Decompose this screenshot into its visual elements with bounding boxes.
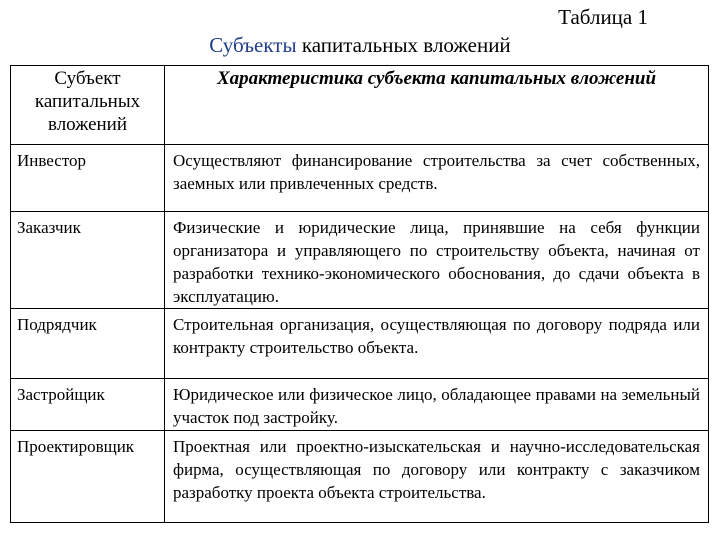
description-cell: Осуществляют финансирование строительства за счет собственных, заемных или привлеченных средств. bbox=[165, 145, 709, 212]
table-row bbox=[11, 431, 709, 523]
table-row bbox=[11, 212, 709, 309]
description-cell: Физические и юридические лица, принявшие на себя функции организатора и управляющего по строительству объекта, начиная от разработки технико-экономического обоснования, до сдачи объекта в эксплуатацию. bbox=[165, 212, 709, 309]
table-title-highlight: Субъекты bbox=[209, 33, 297, 57]
subject-cell: Инвестор bbox=[11, 145, 165, 212]
table-title-rest: капитальных вложений bbox=[296, 33, 511, 57]
table-row bbox=[11, 309, 709, 379]
header-subject: Субъект капитальных вложений bbox=[11, 66, 165, 145]
subject-cell: Заказчик bbox=[11, 212, 165, 309]
subject-cell: Застройщик bbox=[11, 379, 165, 431]
subject-cell: Проектировщик bbox=[11, 431, 165, 523]
table-row bbox=[11, 379, 709, 431]
table-number: Таблица 1 bbox=[558, 5, 648, 29]
description-cell: Юридическое или физическое лицо, обладающее правами на земельный участок под застройку. bbox=[165, 379, 709, 431]
capital-investment-table bbox=[10, 65, 709, 523]
table-row bbox=[11, 145, 709, 212]
table-title bbox=[0, 32, 720, 58]
table-header-row bbox=[11, 66, 709, 145]
description-cell: Проектная или проектно-изыскательская и научно-исследовательская фирма, осуществляющая по договору или контракту с заказчиком разработку проекта объекта строительства. bbox=[165, 431, 709, 523]
subject-cell: Подрядчик bbox=[11, 309, 165, 379]
header-characteristic: Характеристика субъекта капитальных вложений bbox=[165, 66, 709, 145]
description-cell: Строительная организация, осуществляющая по договору подряда или контракту строительство объекта. bbox=[165, 309, 709, 379]
